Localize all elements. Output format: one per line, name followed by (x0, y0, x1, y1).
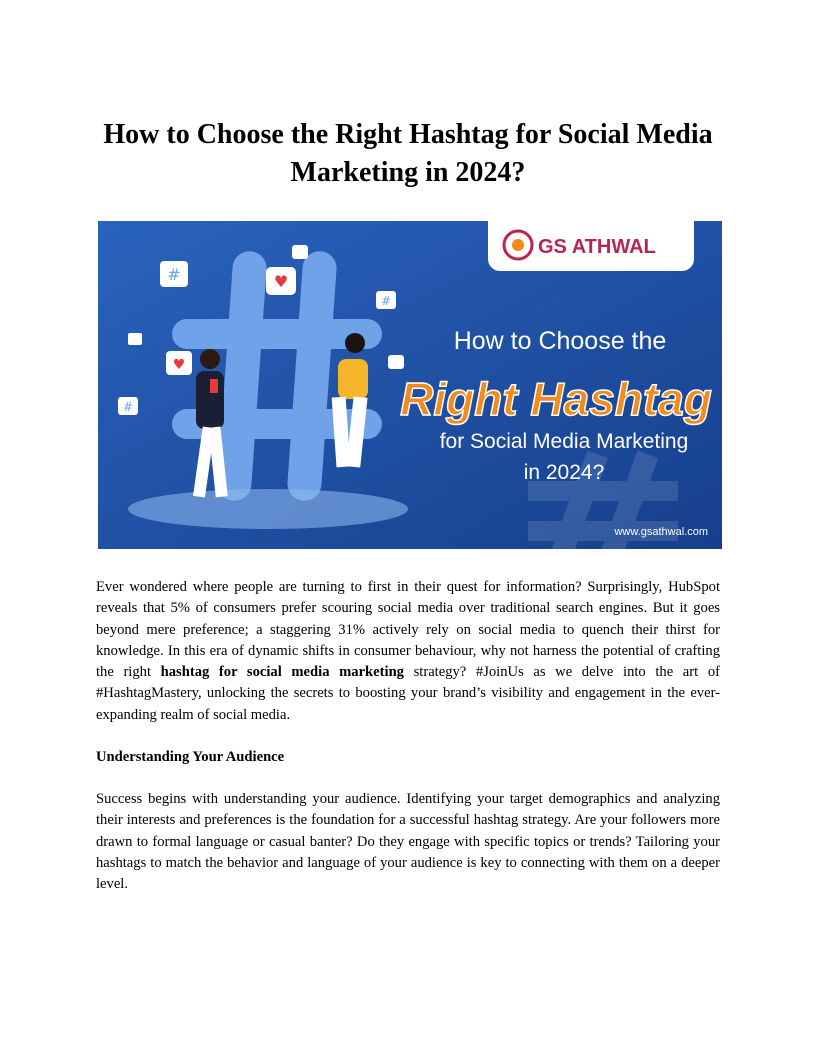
svg-text:#: # (380, 294, 392, 308)
page-title: How to Choose the Right Hashtag for Social Media Marketing in 2024? (103, 119, 713, 188)
section-heading: Understanding Your Audience (96, 749, 285, 765)
section-paragraph: Success begins with understanding your audience. Identifying your target demographics and analyzing their interests and preferences is the foundation for a successful hashtag strategy. Are your followers more drawn to formal language or casual banter? Do they engage with specific topics or trends? Tailoring your hashtags to match the behavior and language of your audience is key to connecting with them on a deeper level. (96, 791, 720, 893)
svg-text:#: # (167, 265, 181, 284)
banner-brand: GS ATHWAL (538, 236, 656, 258)
banner-headline-line4: in 2024? (523, 461, 605, 484)
floor-shadow (128, 489, 408, 529)
svg-text:♥: ♥ (172, 357, 186, 373)
banner-image (98, 221, 722, 549)
svg-text:#: # (122, 400, 134, 414)
svg-text:♥: ♥ (273, 272, 289, 291)
banner-headline-line3: for Social Media Marketing (439, 430, 689, 453)
intro-text-1: Ever wondered where people are turning to first in their quest for information? Surprisingly, HubSpot reveals that 5% of consumers prefer scouring social media over traditional search engines. But it goes beyond mere preference; a staggering 31% actively rely on social media to quench their thirst for knowledge. In this era of dynamic shifts in consumer behaviour, why not harness the potential of crafting the right (96, 579, 720, 681)
banner-website: www.gsathwal.com (614, 526, 708, 538)
intro-paragraph (96, 577, 720, 726)
intro-keyword-link: hashtag for social media marketing (160, 664, 404, 681)
banner-headline-highlight: Right Hashtag (400, 373, 712, 425)
intro-text-2: strategy? #JoinUs as we delve into the art of #HashtagMastery, unlocking the secrets to boosting your brand’s visibility and engagement in the ever-expanding realm of social media. (96, 664, 720, 723)
banner-headline-top: How to Choose the (453, 327, 667, 355)
